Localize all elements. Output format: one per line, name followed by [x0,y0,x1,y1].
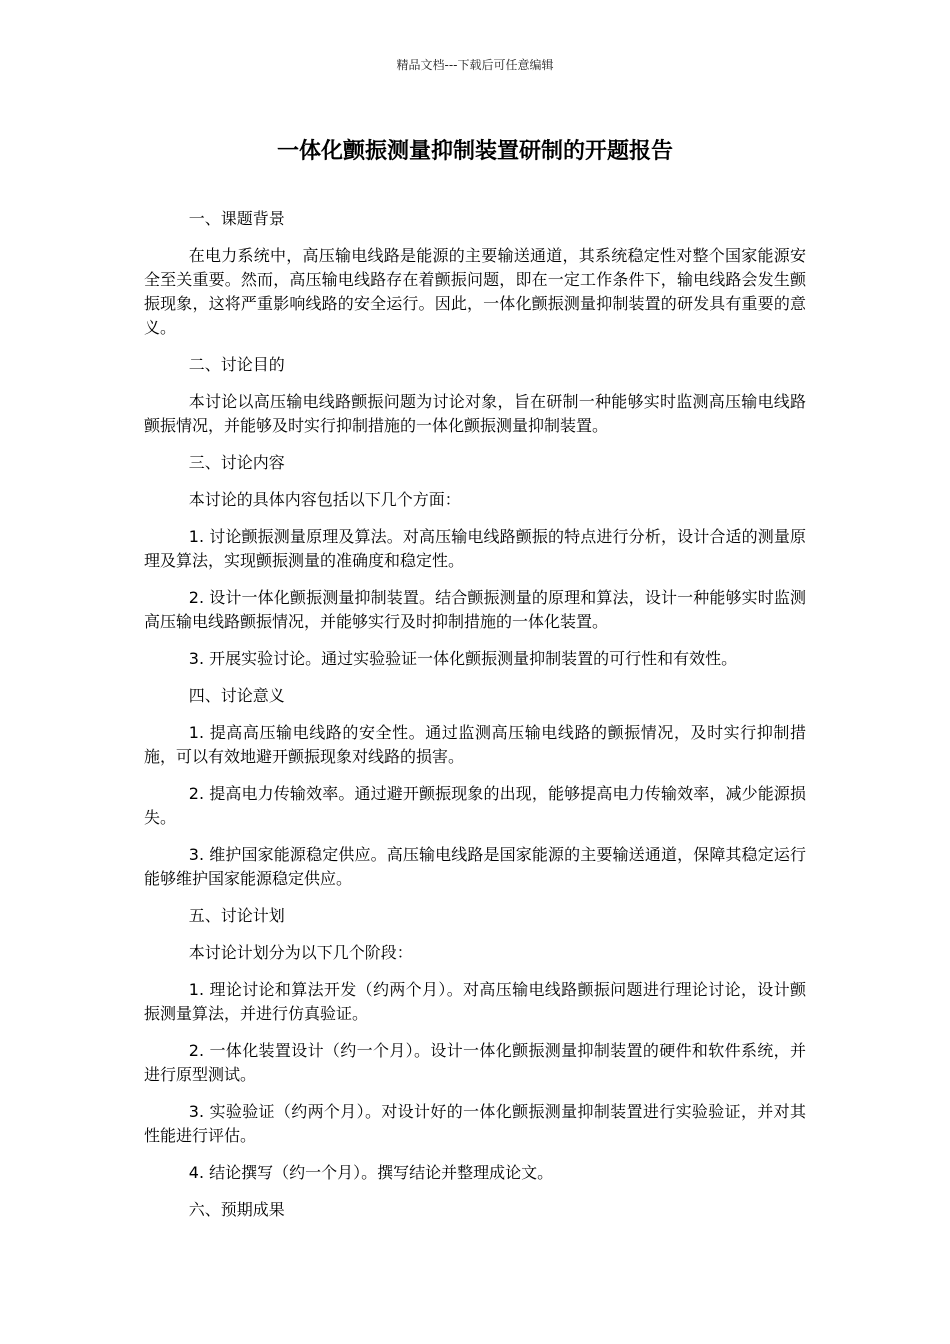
list-item: 1. 提高高压输电线路的安全性。通过监测高压输电线路的颤振情况，及时实行抑制措施，可以有效地避开颤振现象对线路的损害。 [144,723,806,766]
section-heading-outcomes: 六、预期成果 [188,1200,285,1219]
paragraph: 在电力系统中，高压输电线路是能源的主要输送通道，其系统稳定性对整个国家能源安全至关重要。然而，高压输电线路存在着颤振问题，即在一定工作条件下，输电线路会发生颤振现象，这将严重影响线路的安全运行。因此，一体化颤振测量抑制装置的研发具有重要的意义。 [144,246,806,337]
section-heading-purpose: 二、讨论目的 [188,355,285,374]
paragraph: 本讨论的具体内容包括以下几个方面： [188,490,461,509]
paragraph: 本讨论以高压输电线路颤振问题为讨论对象，旨在研制一种能够实时监测高压输电线路颤振情况，并能够及时实行抑制措施的一体化颤振测量抑制装置。 [144,392,806,435]
list-item: 2. 设计一体化颤振测量抑制装置。结合颤振测量的原理和算法，设计一种能够实时监测高压输电线路颤振情况，并能够实行及时抑制措施的一体化装置。 [144,588,806,631]
header-note: 精品文档---下载后可任意编辑 [396,58,554,72]
document-body [144,207,806,1235]
list-item: 2. 提高电力传输效率。通过避开颤振现象的出现，能够提高电力传输效率，减少能源损失。 [144,784,806,827]
list-item: 1. 讨论颤振测量原理及算法。对高压输电线路颤振的特点进行分析，设计合适的测量原理及算法，实现颤振测量的准确度和稳定性。 [144,527,806,570]
list-item: 2. 一体化装置设计（约一个月）。设计一体化颤振测量抑制装置的硬件和软件系统，并进行原型测试。 [144,1041,806,1084]
list-item: 3. 维护国家能源稳定供应。高压输电线路是国家能源的主要输送通道，保障其稳定运行能够维护国家能源稳定供应。 [144,845,806,888]
list-item: 3. 开展实验讨论。通过实验验证一体化颤振测量抑制装置的可行性和有效性。 [188,649,738,668]
section-heading-background: 一、课题背景 [188,209,285,228]
list-item: 1. 理论讨论和算法开发（约两个月）。对高压输电线路颤振问题进行理论讨论，设计颤振测量算法，并进行仿真验证。 [144,980,806,1023]
section-heading-content: 三、讨论内容 [188,453,285,472]
list-item: 4. 结论撰写（约一个月）。撰写结论并整理成论文。 [188,1163,554,1182]
section-heading-plan: 五、讨论计划 [188,906,285,925]
section-heading-significance: 四、讨论意义 [188,686,285,705]
paragraph: 本讨论计划分为以下几个阶段： [188,943,413,962]
list-item: 3. 实验验证（约两个月）。对设计好的一体化颤振测量抑制装置进行实验验证，并对其性能进行评估。 [144,1102,806,1145]
document-title: 一体化颤振测量抑制装置研制的开题报告 [276,139,673,164]
